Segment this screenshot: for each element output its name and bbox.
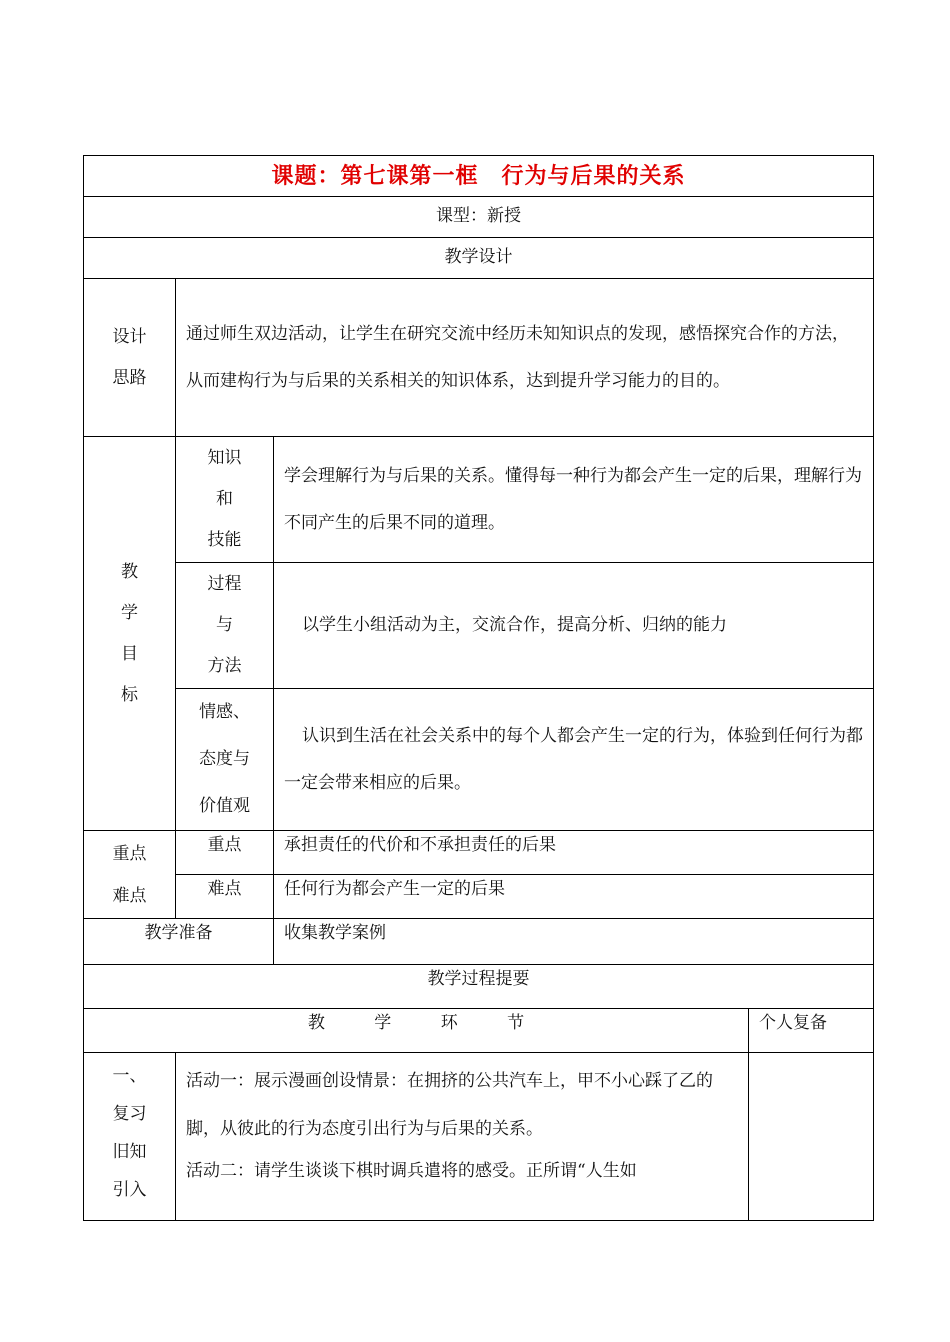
objective-process-text: 以学生小组活动为主，交流合作，提高分析、归纳的能力: [274, 563, 874, 689]
stage-1-content: [176, 1053, 749, 1221]
lesson-plan: [83, 155, 873, 1221]
activity-2: 活动二：请学生谈谈下棋时调兵遣将的感受。正所谓“人生如: [186, 1161, 637, 1181]
objective-knowledge-label: 知识 和 技能: [176, 437, 274, 563]
teaching-design-heading: 教学设计: [84, 238, 874, 279]
activity-1: 活动一：展示漫画创设情景：在拥挤的公共汽车上，甲不小心踩了乙的脚，从彼此的行为态度引出行为与后果的关系。: [186, 1071, 713, 1139]
process-title: 教学过程提要: [84, 965, 874, 1009]
preparation-text: 收集教学案例: [274, 919, 874, 965]
lesson-plan-table: [83, 155, 874, 1221]
difficulty-text: 任何行为都会产生一定的后果: [274, 875, 874, 919]
design-idea-text: 通过师生双边活动，让学生在研究交流中经历未知知识点的发现，感悟探究合作的方法，从而建构行为与后果的关系相关的知识体系，达到提升学习能力的目的。: [176, 279, 874, 437]
key-points-label: 重点 难点: [84, 831, 176, 919]
objective-emotion-label: 情感、 态度与 价值观: [176, 689, 274, 831]
objective-emotion-text: 认识到生活在社会关系中的每个人都会产生一定的行为，体验到任何行为都一定会带来相应的后果。: [274, 689, 874, 831]
objective-knowledge-text: 学会理解行为与后果的关系。懂得每一种行为都会产生一定的后果，理解行为不同产生的后果不同的道理。: [274, 437, 874, 563]
course-type: 课型：新授: [84, 197, 874, 238]
design-idea-label: 设计 思路: [84, 279, 176, 437]
preparation-label: 教学准备: [84, 919, 274, 965]
personal-prep-header: 个人复备: [749, 1009, 874, 1053]
process-stage-header: 教 学 环 节: [84, 1009, 749, 1053]
key-point-label: 重点: [176, 831, 274, 875]
stage-1-label: 一、 复习 旧知 引入: [84, 1053, 176, 1221]
page-title: 课题：第七课第一框 行为与后果的关系: [84, 156, 874, 197]
objectives-label: 教 学 目 标: [84, 437, 176, 831]
difficulty-label: 难点: [176, 875, 274, 919]
objective-process-label: 过程 与 方法: [176, 563, 274, 689]
key-point-text: 承担责任的代价和不承担责任的后果: [274, 831, 874, 875]
stage-1-personal-prep: [749, 1053, 874, 1221]
